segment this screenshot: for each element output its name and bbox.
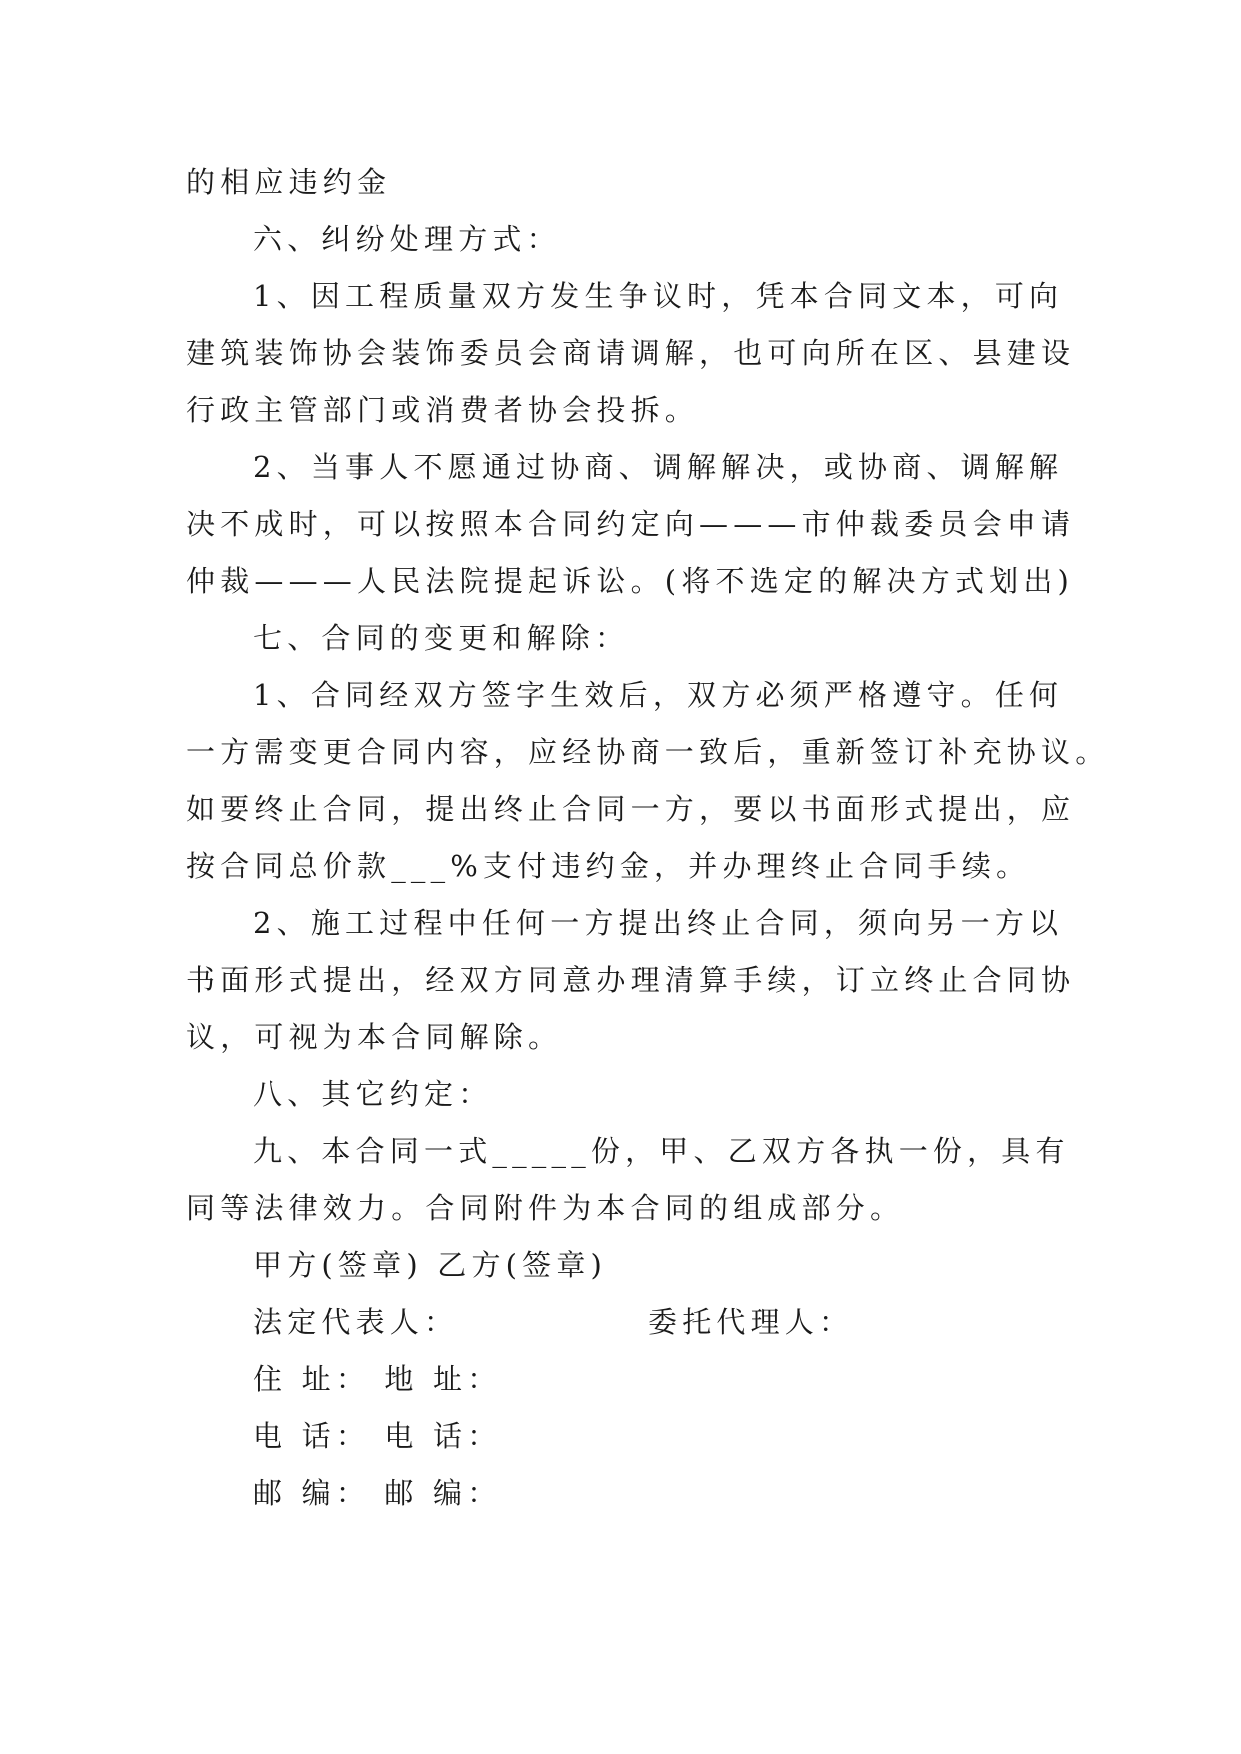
authorized-agent-label: 委托代理人： (648, 1305, 854, 1339)
section-heading-changes: 七、合同的变更和解除： (253, 621, 630, 655)
paragraph-line: 书面形式提出，经双方同意办理清算手续，订立终止合同协 (186, 963, 1076, 997)
paragraph-line: 如要终止合同，提出终止合同一方，要以书面形式提出，应 (186, 792, 1076, 826)
section-heading-other: 八、其它约定： (253, 1077, 493, 1111)
paragraph-line: 同等法律效力。合同附件为本合同的组成部分。 (186, 1191, 905, 1225)
paragraph-line: 议，可视为本合同解除。 (186, 1020, 563, 1054)
paragraph-line: 2、当事人不愿通过协商、调解解决，或协商、调解解 (253, 450, 1064, 484)
paragraph-line: 九、本合同一式_____份，甲、乙双方各执一份，具有 (253, 1134, 1070, 1168)
paragraph-line: 决不成时，可以按照本合同约定向———市仲裁委员会申请 (186, 507, 1076, 541)
paragraph-line: 仲裁———人民法院提起诉讼。(将不选定的解决方式划出) (186, 564, 1075, 598)
section-heading-disputes: 六、纠纷处理方式： (253, 222, 561, 256)
paragraph-line: 的相应违约金 (186, 165, 392, 199)
paragraph-line: 建筑装饰协会装饰委员会商请调解，也可向所在区、县建设 (186, 336, 1076, 370)
address-labels: 住 址： 地 址： (253, 1362, 502, 1396)
paragraph-line: 2、施工过程中任何一方提出终止合同，须向另一方以 (253, 906, 1064, 940)
signature-parties: 甲方(签章) 乙方(签章) (253, 1248, 608, 1282)
paragraph-line: 按合同总价款___%支付违约金，并办理终止合同手续。 (186, 849, 1031, 883)
paragraph-line: 一方需变更合同内容，应经协商一致后，重新签订补充协议。 (186, 735, 1110, 769)
paragraph-line: 1、合同经双方签字生效后，双方必须严格遵守。任何 (253, 678, 1064, 712)
paragraph-line: 1、因工程质量双方发生争议时，凭本合同文本，可向 (253, 279, 1064, 313)
legal-representative-label: 法定代表人： (253, 1305, 459, 1339)
postcode-labels: 邮 编： 邮 编： (253, 1476, 502, 1510)
phone-labels: 电 话： 电 话： (253, 1419, 502, 1453)
paragraph-line: 行政主管部门或消费者协会投拆。 (186, 393, 700, 427)
